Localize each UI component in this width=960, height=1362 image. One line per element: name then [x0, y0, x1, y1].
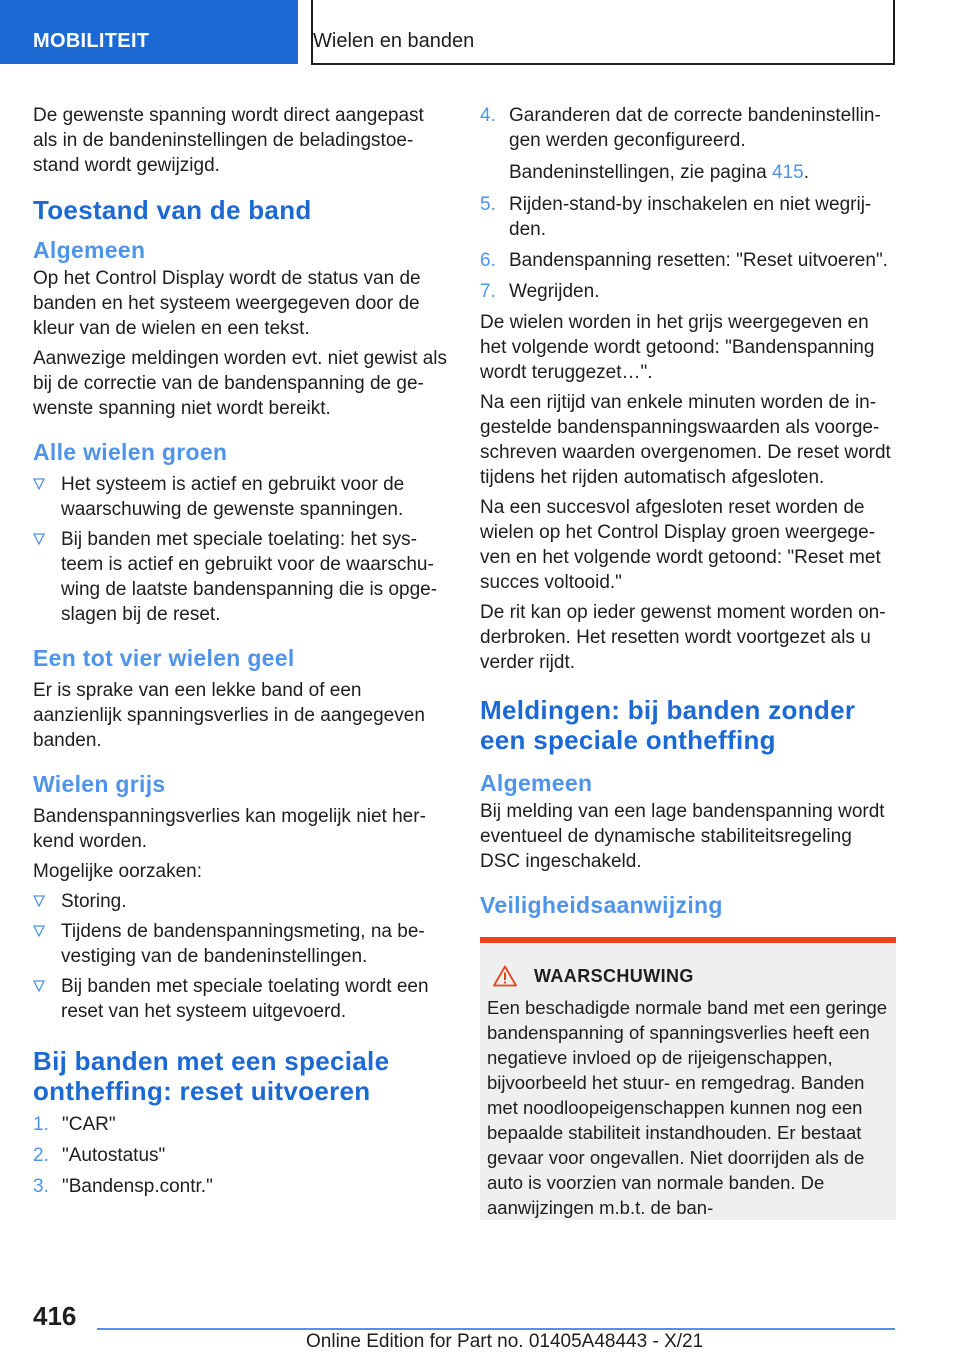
header-title: Wielen en banden	[313, 30, 475, 52]
intro-paragraph: De gewenste spanning wordt direct aangepast als in de bandeninstellingen de beladingstoestand wordt gewijzigd.	[33, 105, 424, 176]
list-item: 5. Rijden-stand-by inschakelen en niet wegrijden.	[480, 194, 872, 240]
warning-triangle-icon	[493, 965, 517, 987]
list-item: 3. "Bandensp.contr."	[33, 1176, 213, 1197]
bullet-triangle-icon	[33, 895, 45, 907]
page-number: 416	[33, 1301, 77, 1331]
bullet-triangle-icon	[33, 925, 45, 937]
page-reference-link[interactable]: 415	[772, 162, 804, 183]
geel-paragraph: Er is sprake van een lekke band of een aanzienlijk spanningsverlies in de aangegeven banden.	[33, 680, 425, 751]
list-item: Bij banden met speciale toelating wordt een reset van het systeem uitgevoerd.	[33, 974, 451, 1024]
footer-edition: Online Edition for Part no. 01405A48443 - X/21	[306, 1331, 704, 1352]
reset-paragraph-3: Na een succesvol afgesloten reset worden de wielen op het Control Display groen weergegeven en het volgende wordt getoond: "Reset met succes voltooid."	[480, 497, 881, 593]
warning-header	[487, 965, 888, 987]
list-item: 7. Wegrijden.	[480, 281, 600, 302]
warning-text: Een beschadigde normale band met een geringe bandenspanning of spanningsverlies heeft een negatieve invloed op de rijeigenschappen, bijvoorbeeld het stuur- en remgedrag. Banden met noodloopeigenschappen kunnen nog een bepaalde stabiliteit instandhouden. Er bestaat gevaar voor ongevallen. Niet doorrijden als de auto is voorzien van normale banden. De aanwijzingen m.b.t. de ban-	[487, 997, 888, 1218]
meldingen-algemeen-paragraph: Bij melding van een lage bandenspanning wordt eventueel de dynamische stabiliteitsregeling DSC ingeschakeld.	[480, 801, 885, 872]
header-divider-bottom	[311, 63, 895, 65]
heading-toestand: Toestand van de band	[33, 195, 312, 225]
algemeen-paragraph-1: Op het Control Display wordt de status van de banden en het systeem weergegeven door de kleur van de wielen en een tekst.	[33, 268, 421, 339]
footer-divider	[97, 1328, 895, 1330]
heading-wielen-grijs: Wielen grijs	[33, 771, 166, 797]
heading-meldingen: Meldingen: bij banden zonder een speciale ontheffing	[480, 695, 856, 755]
header-section-tab	[0, 0, 298, 64]
bullet-triangle-icon	[33, 533, 45, 545]
heading-algemeen-left: Algemeen	[33, 237, 146, 263]
algemeen-paragraph-2: Aanwezige meldingen worden evt. niet gewist als bij de correctie van de bandenspanning de gewenste spanning niet wordt bereikt.	[33, 348, 448, 419]
header-divider-right	[893, 0, 895, 64]
warning-box	[480, 937, 896, 1220]
list-item: Storing.	[33, 889, 451, 914]
bullet-triangle-icon	[33, 478, 45, 490]
reset-steps-list-rest	[480, 192, 896, 304]
list-item: 6. Bandenspanning resetten: "Reset uitvoeren".	[480, 250, 888, 271]
warning-title: WAARSCHUWING	[534, 965, 694, 986]
grijs-list	[33, 889, 451, 1024]
heading-veiligheidsaanwijzing: Veiligheidsaanwijzing	[480, 892, 723, 918]
heading-alle-wielen-groen: Alle wielen groen	[33, 439, 228, 465]
reset-steps-list	[33, 1112, 451, 1199]
grijs-paragraph-1: Bandenspanningsverlies kan mogelijk niet herkend worden.	[33, 806, 426, 852]
list-item: 2. "Autostatus"	[33, 1145, 166, 1166]
list-item: 4. Garanderen dat de correcte bandeninstellingen werden geconfigureerd.	[480, 105, 881, 151]
list-item: Tijdens de bandenspanningsmeting, na bevestiging van de bandeninstellingen.	[33, 919, 451, 969]
step-4-reference: Bandeninstellingen, zie pagina 415.	[509, 162, 810, 183]
reset-paragraph-1: De wielen worden in het grijs weergegeven en het volgende wordt getoond: "Bandenspanning wordt teruggezet…".	[480, 312, 875, 383]
heading-algemeen-right: Algemeen	[480, 770, 593, 796]
left-column	[33, 103, 451, 1205]
reset-paragraph-2: Na een rijtijd van enkele minuten worden de ingestelde bandenspanningswaarden als voorgeschreven waarden overgenomen. De reset wordt tijdens het rijden automatisch afgesloten.	[480, 392, 891, 488]
list-item: 1. "CAR"	[33, 1114, 116, 1135]
bullet-triangle-icon	[33, 980, 45, 992]
header-section-label: MOBILITEIT	[33, 30, 150, 52]
groen-list	[33, 472, 451, 627]
reset-paragraph-4: De rit kan op ieder gewenst moment worden onderbroken. Het resetten wordt voortgezet als u verder rijdt.	[480, 602, 886, 673]
heading-wielen-geel: Een tot vier wielen geel	[33, 645, 295, 671]
grijs-paragraph-2: Mogelijke oorzaken:	[33, 861, 202, 882]
list-item: Bij banden met speciale toelating: het systeem is actief en gebruikt voor de waarschuwing de laatste bandenspanning die is opgeslagen bij de reset.	[33, 527, 451, 627]
list-item: Het systeem is actief en gebruikt voor de waarschuwing de gewenste spanningen.	[33, 472, 451, 522]
reset-steps-list-continued	[480, 103, 896, 153]
heading-reset-uitvoeren: Bij banden met een speciale ontheffing: reset uitvoeren	[33, 1046, 390, 1106]
right-column	[480, 103, 896, 1220]
